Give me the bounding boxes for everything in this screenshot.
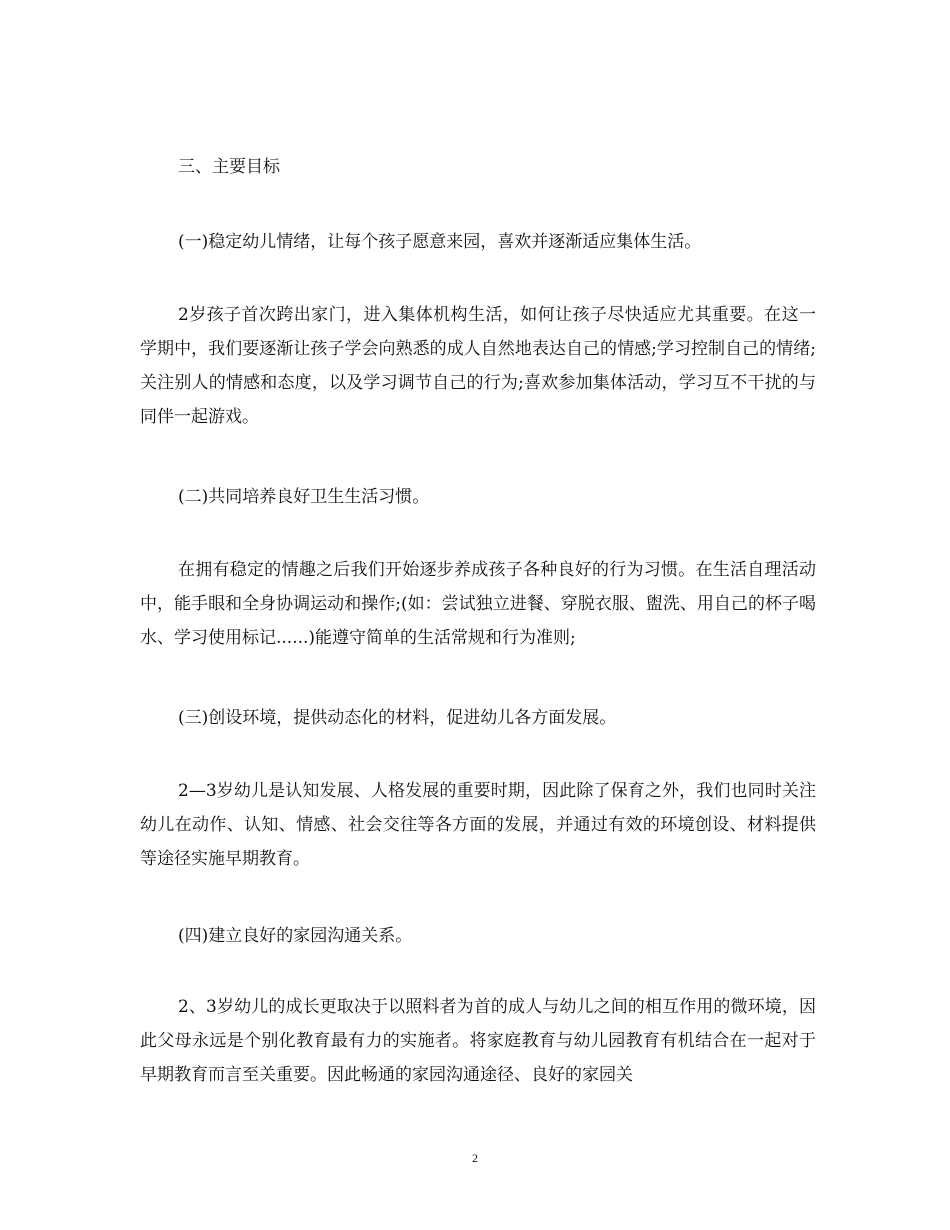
page-number: 2 xyxy=(472,1151,478,1165)
goal-3-body: 2—3岁幼儿是认知发展、人格发展的重要时期，因此除了保育之外，我们也同时关注幼儿在动作、认知、情感、社会交往等各方面的发展，并通过有效的环境创设、材料提供等途径实施早期教育。 xyxy=(140,781,816,869)
goal-2-title: (二)共同培养良好卫生生活习惯。 xyxy=(178,487,430,507)
goal-4-title: (四)建立良好的家园沟通关系。 xyxy=(178,926,413,946)
section-title: 三、主要目标 xyxy=(178,157,280,177)
goal-1-title: (一)稳定幼儿情绪，让每个孩子愿意来园，喜欢并逐渐适应集体生活。 xyxy=(178,232,702,252)
goal-1-body: 2岁孩子首次跨出家门，进入集体机构生活，如何让孩子尽快适应尤其重要。在这一学期中，我们要逐渐让孩子学会向熟悉的成人自然地表达自己的情感;学习控制自己的情绪;关注别人的情感和态度，以及学习调节自己的行为;喜欢参加集体活动，学习互不干扰的与同伴一起游戏。 xyxy=(140,305,816,427)
goal-4-body: 2、3岁幼儿的成长更取决于以照料者为首的成人与幼儿之间的相互作用的微环境，因此父母永远是个别化教育最有力的实施者。将家庭教育与幼儿园教育有机结合在一起对于早期教育而言至关重要。因此畅通的家园沟通途径、良好的家园关 xyxy=(140,997,816,1085)
goal-2-body: 在拥有稳定的情趣之后我们开始逐步养成孩子各种良好的行为习惯。在生活自理活动中，能手眼和全身协调运动和操作;(如：尝试独立进餐、穿脱衣服、盥洗、用自己的杯子喝水、学习使用标记......)能遵守简单的生活常规和行为准则; xyxy=(140,560,816,648)
goal-3-title: (三)创设环境，提供动态化的材料，促进幼儿各方面发展。 xyxy=(178,708,617,728)
